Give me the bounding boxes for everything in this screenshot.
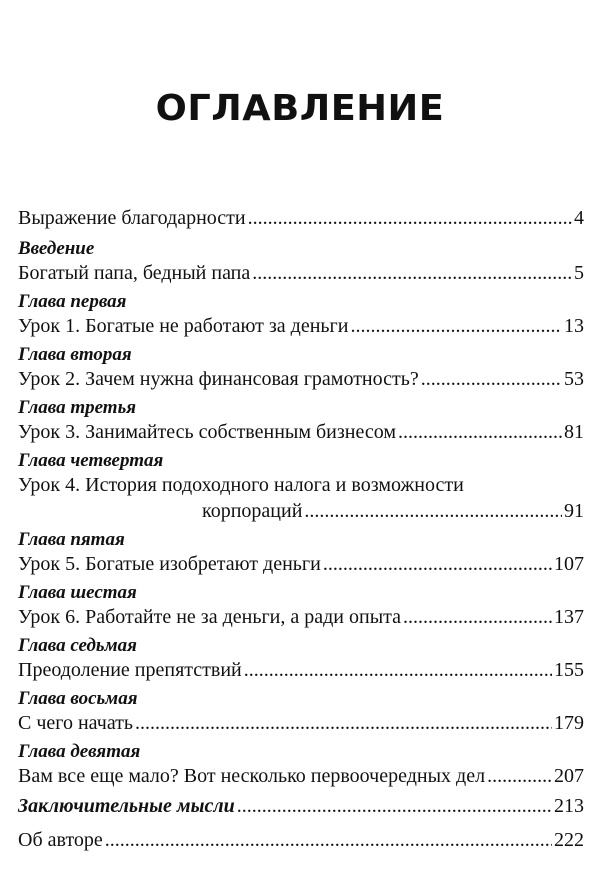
entry-title: С чего начать bbox=[18, 712, 134, 734]
page-number: 207 bbox=[554, 765, 584, 787]
dot-leader bbox=[304, 498, 562, 524]
dot-leader bbox=[244, 657, 552, 683]
page-number: 137 bbox=[554, 606, 584, 628]
dot-leader bbox=[421, 366, 562, 392]
toc-line bbox=[18, 604, 584, 630]
entry-title: Урок 3. Занимайтесь собственным бизнесом bbox=[18, 421, 397, 443]
toc-entry-chapter-6[interactable] bbox=[18, 581, 584, 630]
page-number: 13 bbox=[564, 315, 584, 337]
toc-line bbox=[18, 827, 584, 853]
entry-title: Урок 5. Богатые изобретают деньги bbox=[18, 553, 321, 575]
toc-entry-acknowledgements[interactable] bbox=[18, 205, 584, 231]
toc-line bbox=[18, 763, 584, 789]
section-heading: Глава первая bbox=[18, 291, 127, 312]
dot-leader bbox=[403, 604, 552, 630]
dot-leader bbox=[323, 551, 552, 577]
toc-entry-introduction[interactable] bbox=[18, 237, 584, 286]
dot-leader bbox=[398, 419, 562, 445]
entry-title: Богатый папа, бедный папа bbox=[18, 262, 251, 284]
section-heading: Глава третья bbox=[18, 397, 137, 418]
page-number: 81 bbox=[564, 421, 584, 443]
toc-entry-chapter-2[interactable] bbox=[18, 343, 584, 392]
dot-leader bbox=[252, 260, 572, 286]
entry-title: Урок 2. Зачем нужна финансовая грамотность? bbox=[18, 368, 419, 390]
page-number: 222 bbox=[554, 829, 584, 851]
toc-entry-chapter-9[interactable] bbox=[18, 740, 584, 789]
entry-title: Об авторе bbox=[18, 829, 103, 851]
section-heading: Глава седьмая bbox=[18, 635, 137, 656]
toc-entry-chapter-3[interactable] bbox=[18, 396, 584, 445]
dot-leader bbox=[135, 710, 552, 736]
page-number: 4 bbox=[574, 207, 584, 229]
toc-line bbox=[18, 657, 584, 683]
table-of-contents bbox=[18, 205, 584, 853]
page-number: 53 bbox=[564, 368, 584, 390]
toc-entry-chapter-4[interactable] bbox=[18, 449, 584, 524]
entry-title: Заключительные мысли bbox=[18, 795, 235, 817]
toc-line bbox=[18, 260, 584, 286]
toc-line bbox=[18, 419, 584, 445]
entry-title: Урок 6. Работайте не за деньги, а ради опыта bbox=[18, 606, 401, 628]
toc-line bbox=[18, 313, 584, 339]
dot-leader bbox=[237, 793, 552, 819]
entry-title: Преодоление препятствий bbox=[18, 659, 242, 681]
entry-title: Урок 1. Богатые не работают за деньги bbox=[18, 315, 349, 337]
toc-line bbox=[18, 793, 584, 819]
section-heading: Введение bbox=[18, 238, 95, 259]
toc-line bbox=[18, 205, 584, 231]
entry-title: Вам все еще мало? Вот несколько первоочередных дел bbox=[18, 765, 486, 787]
toc-entry-chapter-5[interactable] bbox=[18, 528, 584, 577]
page-number: 179 bbox=[554, 712, 584, 734]
page-number: 213 bbox=[554, 795, 584, 817]
page-number: 91 bbox=[564, 500, 584, 522]
section-heading: Глава девятая bbox=[18, 741, 141, 762]
toc-entry-chapter-8[interactable] bbox=[18, 687, 584, 736]
toc-line bbox=[18, 366, 584, 392]
page-number: 107 bbox=[554, 553, 584, 575]
dot-leader bbox=[487, 763, 552, 789]
page-title: ОГЛАВЛЕНИЕ bbox=[155, 88, 445, 129]
section-heading: Глава пятая bbox=[18, 529, 125, 550]
entry-title-continued: корпораций bbox=[202, 500, 303, 522]
toc-line bbox=[18, 551, 584, 577]
toc-entry-chapter-1[interactable] bbox=[18, 290, 584, 339]
toc-entry-chapter-7[interactable] bbox=[18, 634, 584, 683]
toc-entry-about-author[interactable] bbox=[18, 827, 584, 853]
toc-line-continuation bbox=[18, 498, 584, 524]
toc-line bbox=[18, 472, 584, 498]
entry-title: Выражение благодарности bbox=[18, 207, 246, 229]
section-heading: Глава четвертая bbox=[18, 450, 164, 471]
section-heading: Глава шестая bbox=[18, 582, 137, 603]
page-number: 5 bbox=[574, 262, 584, 284]
section-heading: Глава восьмая bbox=[18, 688, 138, 709]
page-number: 155 bbox=[554, 659, 584, 681]
dot-leader bbox=[248, 205, 572, 231]
entry-title: Урок 4. История подоходного налога и возможности bbox=[18, 474, 464, 496]
toc-entry-conclusion[interactable] bbox=[18, 793, 584, 819]
dot-leader bbox=[350, 313, 562, 339]
section-heading: Глава вторая bbox=[18, 344, 132, 365]
dot-leader bbox=[105, 827, 552, 853]
toc-line bbox=[18, 710, 584, 736]
